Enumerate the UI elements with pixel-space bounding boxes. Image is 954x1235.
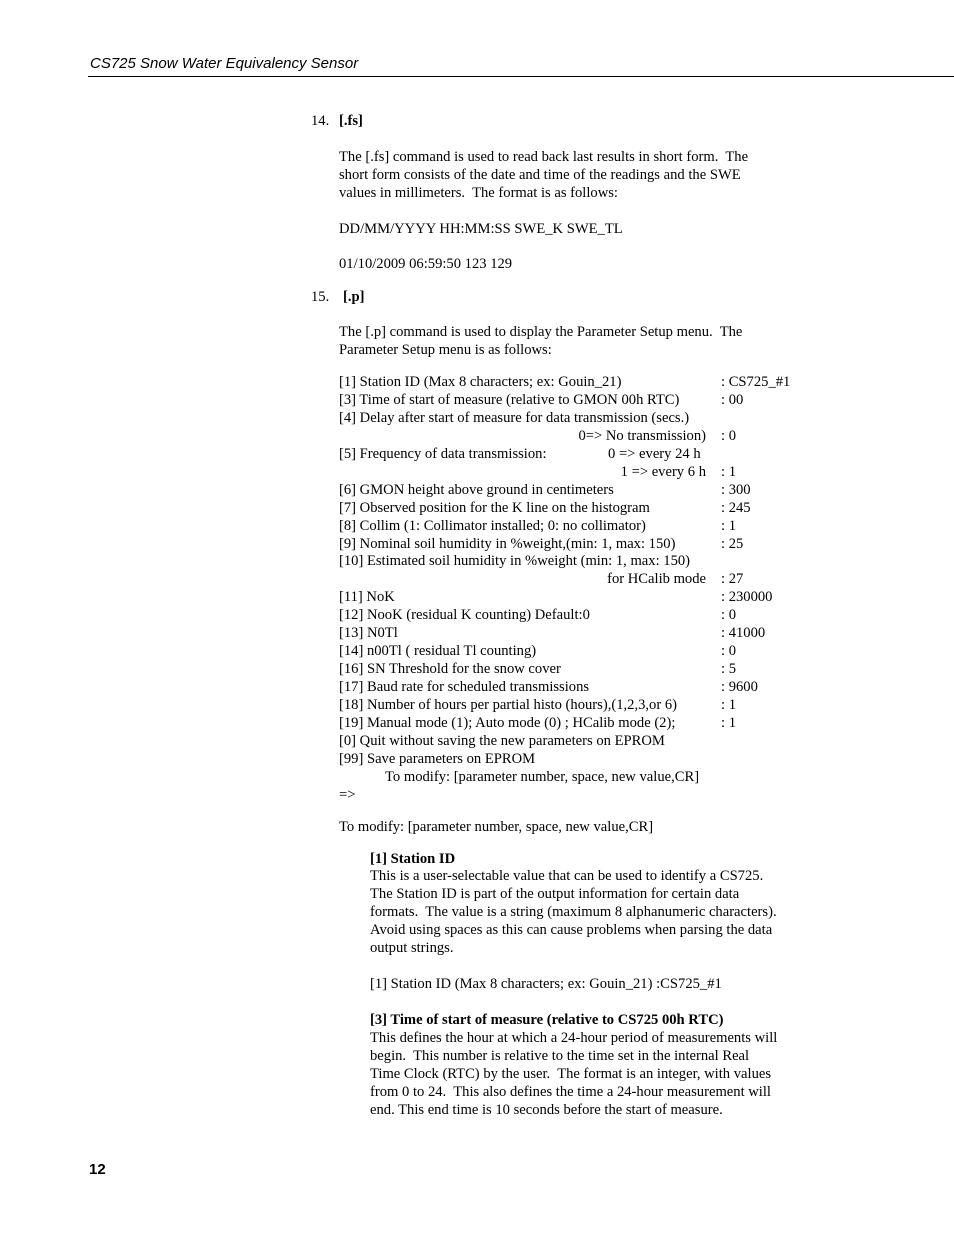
menu-label: [12] NooK (residual K counting) Default:0: [339, 607, 590, 623]
menu-label: 0=> No transmission): [578, 428, 706, 444]
menu-row-baud-rate: [339, 678, 799, 696]
menu-value: : 300: [721, 482, 751, 498]
menu-value: : 27: [721, 571, 744, 587]
menu-row-delay: [339, 409, 799, 427]
menu-value: : 5: [721, 661, 736, 677]
header-rule: [88, 76, 954, 77]
menu-row-mode: [339, 714, 799, 732]
menu-label: [6] GMON height above ground in centimeters: [339, 482, 614, 498]
menu-option: 0 => every 24 h: [608, 446, 701, 462]
station-id-paragraph-line-4: Avoid using spaces as this can cause problems when parsing the data: [370, 922, 773, 938]
start-time-paragraph-line-5: end. This end time is 10 seconds before the start of measure.: [370, 1102, 723, 1118]
menu-row-nominal-humidity: [339, 535, 799, 553]
menu-row-estimated-humidity: [339, 552, 799, 570]
menu-row-nook: [339, 606, 799, 624]
menu-modify-hint: To modify: [parameter number, space, new value,CR]: [385, 769, 700, 785]
menu-row-n00tl: [339, 642, 799, 660]
menu-label: [14] n00Tl ( residual Tl counting): [339, 643, 537, 659]
menu-value: : 0: [721, 428, 736, 444]
p-paragraph-line-2: Parameter Setup menu is as follows:: [339, 342, 552, 358]
menu-value: : CS725_#1: [721, 374, 791, 390]
menu-row-frequency-option: [339, 463, 799, 481]
menu-label: [10] Estimated soil humidity in %weight (min: 1, max: 150): [339, 553, 691, 569]
menu-label: [7] Observed position for the K line on the histogram: [339, 500, 650, 516]
menu-value: : 00: [721, 392, 744, 408]
page-number: 12: [89, 1161, 106, 1178]
start-time-paragraph-line-3: Time Clock (RTC) by the user. The format is an integer, with values: [370, 1066, 772, 1082]
menu-value: : 25: [721, 536, 744, 552]
menu-value: : 0: [721, 643, 736, 659]
menu-label: [1] Station ID (Max 8 characters; ex: Gouin_21): [339, 374, 622, 390]
fs-paragraph-line-2: short form consists of the date and time of the readings and the SWE: [339, 167, 741, 183]
fs-example: 01/10/2009 06:59:50 123 129: [339, 256, 513, 272]
start-time-title: [3] Time of start of measure (relative to CS725 00h RTC): [370, 1012, 724, 1028]
menu-label: [8] Collim (1: Collimator installed; 0: no collimator): [339, 518, 646, 534]
menu-label: [18] Number of hours per partial histo (hours),(1,2,3,or 6): [339, 697, 678, 713]
menu-value: : 1: [721, 715, 736, 731]
modify-note: To modify: [parameter number, space, new value,CR]: [339, 819, 654, 835]
menu-value: : 41000: [721, 625, 766, 641]
menu-prompt: =>: [339, 787, 356, 803]
menu-row-sn-threshold: [339, 660, 799, 678]
station-id-paragraph-line-2: The Station ID is part of the output information for certain data: [370, 886, 740, 902]
menu-value: : 0: [721, 607, 736, 623]
menu-label: [99] Save parameters on EPROM: [339, 751, 536, 767]
menu-row-partial-histo: [339, 696, 799, 714]
station-id-example: [1] Station ID (Max 8 characters; ex: Gouin_21) :CS725_#1: [370, 976, 722, 992]
start-time-paragraph-line-4: from 0 to 24. This also defines the time a 24-hour measurement will: [370, 1084, 771, 1100]
menu-label: [19] Manual mode (1); Auto mode (0) ; HCalib mode (2);: [339, 715, 676, 731]
menu-row-k-line: [339, 499, 799, 517]
menu-label: 1 => every 6 h: [620, 464, 706, 480]
running-header: CS725 Snow Water Equivalency Sensor: [90, 55, 359, 72]
section-title-p: [.p]: [343, 289, 365, 305]
menu-value: : 245: [721, 500, 751, 516]
station-id-paragraph-line-3: formats. The value is a string (maximum 8 alphanumeric characters).: [370, 904, 777, 920]
menu-label: [9] Nominal soil humidity in %weight,(min: 1, max: 150): [339, 536, 676, 552]
menu-label: [16] SN Threshold for the snow cover: [339, 661, 561, 677]
menu-value: : 1: [721, 464, 736, 480]
menu-value: : 1: [721, 518, 736, 534]
menu-label: [13] N0Tl: [339, 625, 398, 641]
station-id-paragraph-line-1: This is a user-selectable value that can be used to identify a CS725.: [370, 868, 764, 884]
menu-row-hcalib-mode: [339, 570, 799, 588]
station-id-title: [1] Station ID: [370, 851, 456, 867]
start-time-paragraph-line-1: This defines the hour at which a 24-hour period of measurements will: [370, 1030, 778, 1046]
menu-label: [4] Delay after start of measure for data transmission (secs.): [339, 410, 690, 426]
menu-row-nok: [339, 588, 799, 606]
menu-value: : 1: [721, 697, 736, 713]
fs-format: DD/MM/YYYY HH:MM:SS SWE_K SWE_TL: [339, 221, 623, 237]
menu-row-station-id: [339, 373, 799, 391]
section-title-fs: [.fs]: [339, 113, 363, 129]
menu-label: for HCalib mode: [607, 571, 706, 587]
menu-label: [5] Frequency of data transmission:: [339, 446, 547, 462]
menu-row-save: [339, 750, 799, 768]
menu-row-n0tl: [339, 624, 799, 642]
section-number-p: 15.: [311, 289, 330, 305]
menu-label: [17] Baud rate for scheduled transmissions: [339, 679, 590, 695]
menu-label: [3] Time of start of measure (relative to GMON 00h RTC): [339, 392, 680, 408]
menu-row-collim: [339, 517, 799, 535]
menu-label: [0] Quit without saving the new parameters on EPROM: [339, 733, 665, 749]
menu-value: : 230000: [721, 589, 773, 605]
section-number-fs: 14.: [311, 113, 330, 129]
menu-value: : 9600: [721, 679, 758, 695]
p-paragraph-line-1: The [.p] command is used to display the Parameter Setup menu. The: [339, 324, 743, 340]
menu-row-quit: [339, 732, 799, 750]
station-id-paragraph-line-5: output strings.: [370, 940, 454, 956]
menu-row-start-time: [339, 391, 799, 409]
menu-row-gmon-height: [339, 481, 799, 499]
menu-label: [11] NoK: [339, 589, 395, 605]
menu-row-delay-option: [339, 427, 799, 445]
fs-paragraph-line-1: The [.fs] command is used to read back last results in short form. The: [339, 149, 749, 165]
menu-row-frequency: [339, 445, 799, 463]
fs-paragraph-line-3: values in millimeters. The format is as follows:: [339, 185, 618, 201]
start-time-paragraph-line-2: begin. This number is relative to the time set in the internal Real: [370, 1048, 750, 1064]
